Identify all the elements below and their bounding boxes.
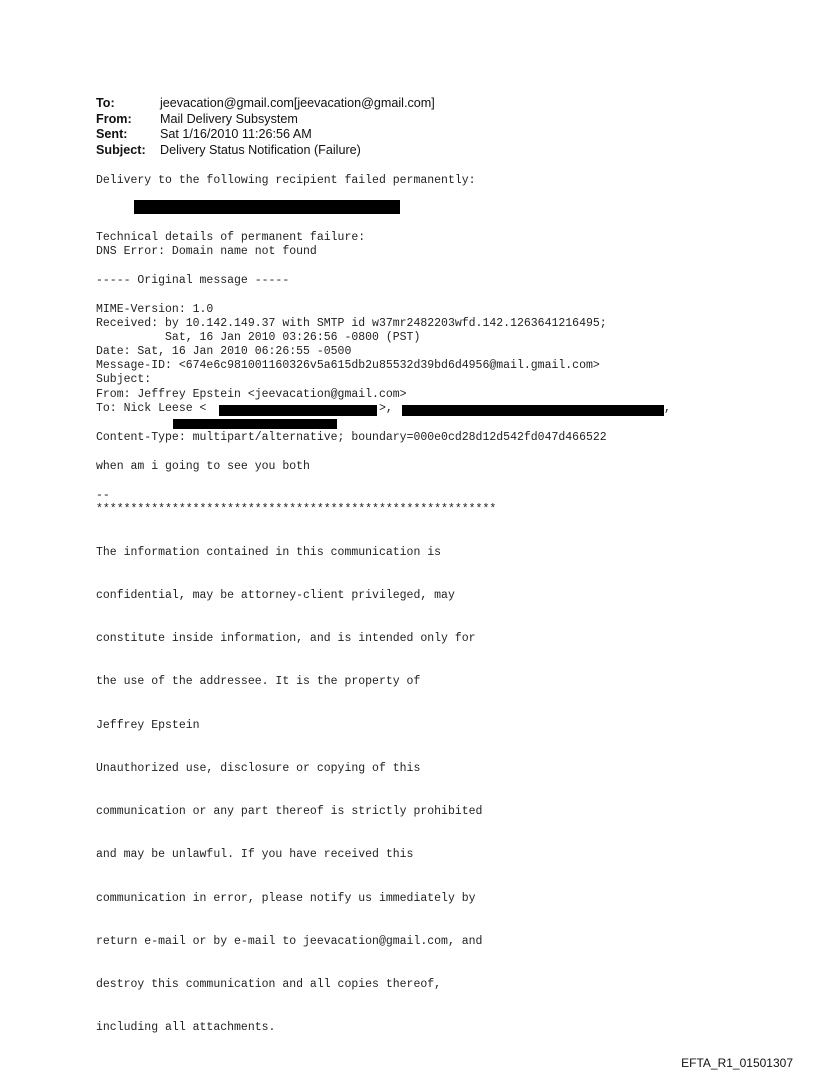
message-text: when am i going to see you both — [96, 460, 310, 473]
sent-value: Sat 1/16/2010 11:26:56 AM — [160, 127, 312, 142]
redaction-bar — [402, 405, 664, 416]
disclaimer-line: destroy this communication and all copies thereof, — [96, 978, 442, 991]
header-subject-row — [96, 143, 435, 159]
disclaimer-line: The information contained in this communication is — [96, 545, 442, 559]
sent-label: Sent: — [96, 127, 128, 142]
disclaimer-line: including all attachments. — [96, 1021, 276, 1035]
date-line: Date: Sat, 16 Jan 2010 06:26:55 -0500 — [96, 345, 352, 358]
header-from-row — [96, 112, 435, 128]
failure-intro: Delivery to the following recipient failed permanently: — [96, 174, 476, 187]
to-line — [96, 402, 206, 416]
disclaimer-line: communication in error, please notify us immediately by — [96, 891, 476, 905]
header-sent-row — [96, 127, 435, 143]
redaction-bar — [173, 419, 337, 429]
signature-dash: -- — [96, 489, 110, 502]
mime-version-line: MIME-Version: 1.0 — [96, 303, 214, 316]
received-line-2: Sat, 16 Jan 2010 03:26:56 -0800 (PST) — [96, 331, 421, 344]
from-label: From: — [96, 111, 132, 126]
content-type-line: Content-Type: multipart/alternative; boundary=000e0cd28d12d542fd047d466522 — [96, 431, 607, 444]
disclaimer-line: Unauthorized use, disclosure or copying of this — [96, 761, 421, 775]
redaction-bar — [219, 405, 377, 416]
subject-label: Subject: — [96, 142, 146, 157]
disclaimer-line: and may be unlawful. If you have received this — [96, 848, 414, 862]
disclaimer-line: constitute inside information, and is intended only for — [96, 632, 476, 646]
document-id: EFTA_R1_01501307 — [681, 1056, 793, 1070]
to-end: , — [664, 402, 671, 415]
header-to-row — [96, 96, 435, 112]
to-label: To: — [96, 96, 115, 110]
tech-details: Technical details of permanent failure: — [96, 231, 366, 244]
disclaimer-line: Jeffrey Epstein — [96, 718, 200, 732]
redaction-bar — [134, 200, 400, 214]
to-value: jeevacation@gmail.com[jeevacation@gmail.com] — [160, 96, 435, 110]
email-header — [96, 96, 435, 158]
disclaimer — [96, 517, 482, 1050]
dns-error: DNS Error: Domain name not found — [96, 245, 317, 258]
signature-stars: ********************************************************** — [96, 503, 497, 516]
to-separator: >, — [379, 402, 400, 415]
disclaimer-line: communication or any part thereof is strictly prohibited — [96, 805, 483, 819]
to-prefix: To: Nick Leese < — [96, 402, 207, 415]
disclaimer-line: return e-mail or by e-mail to jeevacation@gmail.com, and — [96, 934, 483, 948]
subject-line: Subject: — [96, 373, 152, 386]
from-line: From: Jeffrey Epstein <jeevacation@gmail.com> — [96, 388, 407, 401]
disclaimer-line: the use of the addressee. It is the property of — [96, 675, 421, 689]
original-message-divider: ----- Original message ----- — [96, 274, 290, 287]
subject-value: Delivery Status Notification (Failure) — [160, 142, 361, 157]
from-value: Mail Delivery Subsystem — [160, 111, 298, 126]
message-id-line: Message-ID: <674e6c981001160326v5a615db2u85532d39bd6d4956@mail.gmail.com> — [96, 359, 600, 372]
disclaimer-line: confidential, may be attorney-client privileged, may — [96, 589, 455, 603]
received-line-1: Received: by 10.142.149.37 with SMTP id w37mr2482203wfd.142.1263641216495; — [96, 317, 607, 330]
